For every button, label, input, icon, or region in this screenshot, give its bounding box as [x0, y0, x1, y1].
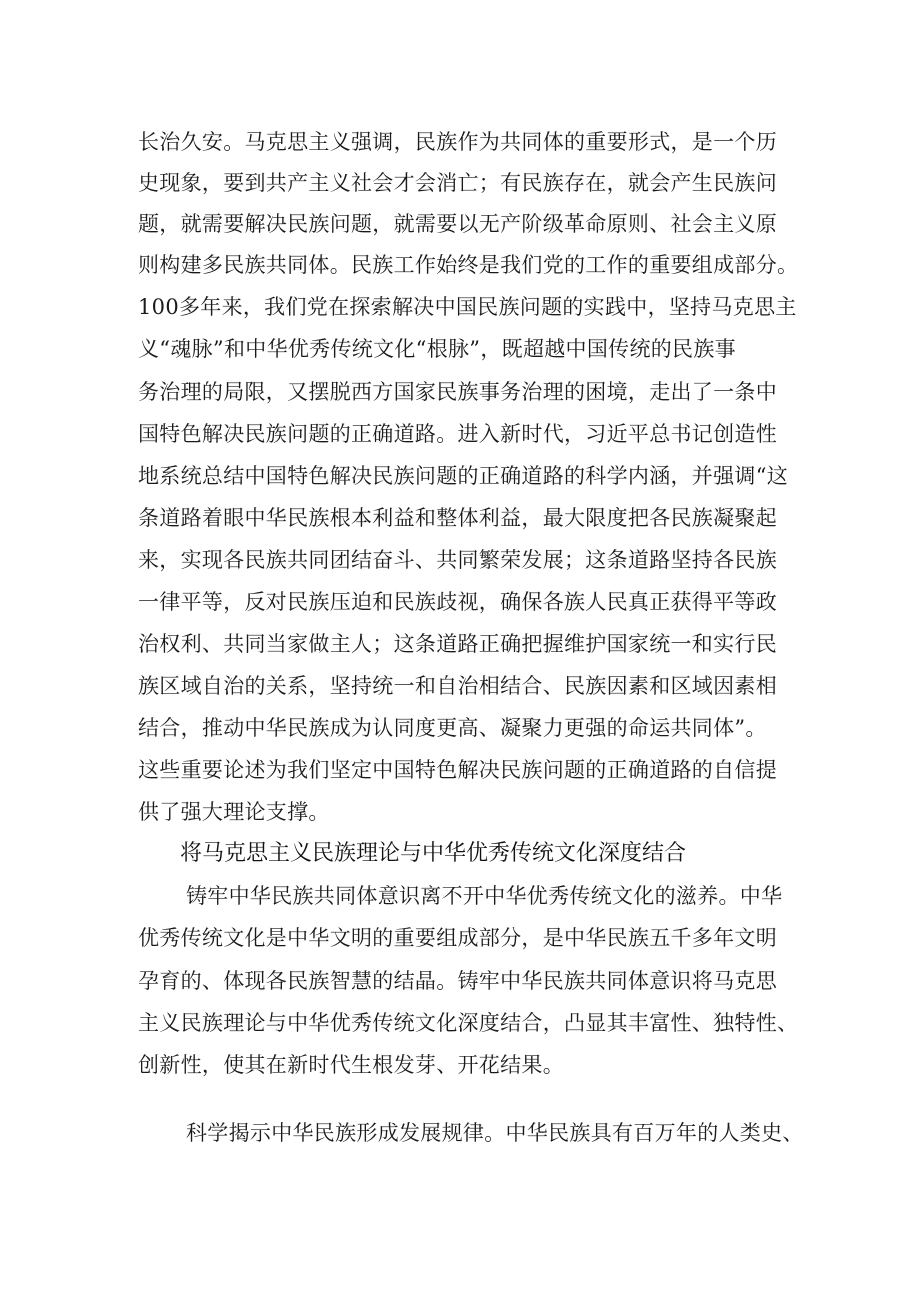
paragraph-line: 孕育的、体现各民族智慧的结晶。铸牢中华民族共同体意识将马克思 — [138, 969, 777, 993]
paragraph-line: 铸牢中华民族共同体意识离不开中华优秀传统文化的滋养。中华 — [186, 884, 783, 908]
paragraph-line: 主义民族理论与中华优秀传统文化深度结合，凸显其丰富性、独特性、 — [138, 1011, 799, 1035]
paragraph-line: 族区域自治的关系，坚持统一和自治相结合、民族因素和区域因素相 — [138, 674, 777, 698]
paragraph-line: 供了强大理论支撑。 — [138, 800, 330, 824]
paragraph-line: 创新性，使其在新时代生根发芽、开花结果。 — [138, 1053, 564, 1077]
paragraph-line: 结合，推动中华民族成为认同度更高、凝聚力更强的命运共同体”。 — [138, 716, 767, 740]
paragraph-line: 条道路着眼中华民族根本利益和整体利益，最大限度把各民族凝聚起 — [138, 506, 777, 530]
paragraph-line: 100多年来，我们党在探索解决中国民族问题的实践中，坚持马克思主 — [138, 295, 797, 319]
paragraph-line: 治权利、共同当家做主人；这条道路正确把握维护国家统一和实行民 — [138, 632, 777, 656]
paragraph-line: 国特色解决民族问题的正确道路。进入新时代，习近平总书记创造性 — [138, 422, 777, 446]
paragraph-line: 长治久安。马克思主义强调，民族作为共同体的重要形式，是一个历 — [138, 130, 777, 154]
paragraph-line: 史现象，要到共产主义社会才会消亡；有民族存在，就会产生民族问 — [138, 171, 777, 195]
paragraph-line: 题，就需要解决民族问题，就需要以无产阶级革命原则、社会主义原 — [138, 212, 777, 236]
paragraph-line: 义“魂脉”和中华优秀传统文化“根脉”，既超越中国传统的民族事 — [138, 337, 736, 361]
paragraph-line: 科学揭示中华民族形成发展规律。中华民族具有百万年的人类史、 — [186, 1121, 804, 1145]
paragraph-line: 地系统总结中国特色解决民族问题的正确道路的科学内涵，并强调“这 — [138, 464, 789, 488]
section-heading: 将马克思主义民族理论与中华优秀传统文化深度结合 — [180, 841, 687, 866]
paragraph-line: 来，实现各民族共同团结奋斗、共同繁荣发展；这条道路坚持各民族 — [138, 548, 777, 572]
paragraph-line: 务治理的局限，又摆脱西方国家民族事务治理的困境，走出了一条中 — [138, 380, 777, 404]
paragraph-line: 优秀传统文化是中华文明的重要组成部分，是中华民族五千多年文明 — [138, 926, 777, 950]
paragraph-line: 这些重要论述为我们坚定中国特色解决民族问题的正确道路的自信提 — [138, 758, 777, 782]
paragraph-line: 则构建多民族共同体。民族工作始终是我们党的工作的重要组成部分。 — [138, 253, 799, 277]
paragraph-line: 一律平等，反对民族压迫和民族歧视，确保各族人民真正获得平等政 — [138, 590, 777, 614]
